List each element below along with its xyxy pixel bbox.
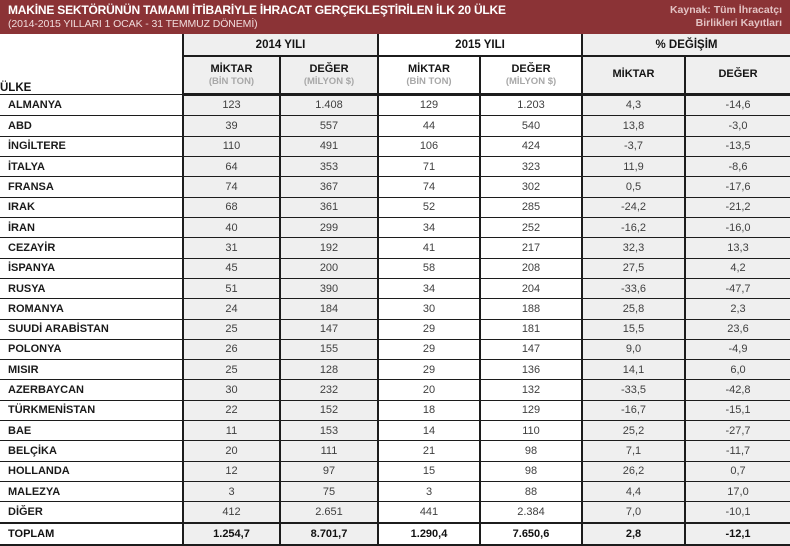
value-cell: -10,1 <box>685 502 790 523</box>
total-value-cell: 2,8 <box>582 523 685 545</box>
value-cell: 123 <box>183 94 280 116</box>
table-row <box>0 380 790 400</box>
country-cell: BAE <box>0 421 183 441</box>
value-cell: 12 <box>183 461 280 481</box>
value-cell: 18 <box>378 400 480 420</box>
value-cell: 25,8 <box>582 299 685 319</box>
table-row <box>0 482 790 502</box>
country-cell: İTALYA <box>0 157 183 177</box>
value-cell: 41 <box>378 238 480 258</box>
table-header <box>0 34 790 94</box>
value-cell: 208 <box>480 258 582 278</box>
value-cell: 129 <box>480 400 582 420</box>
value-cell: 31 <box>183 238 280 258</box>
value-cell: 252 <box>480 217 582 237</box>
value-cell: -21,2 <box>685 197 790 217</box>
export-stats-table <box>0 34 790 546</box>
country-cell: İNGİLTERE <box>0 136 183 156</box>
value-cell: 97 <box>280 461 378 481</box>
subheader-label: DEĞER <box>718 68 758 81</box>
total-label-cell: TOPLAM <box>0 523 183 545</box>
subheader-unit: (BİN TON) <box>208 75 255 87</box>
value-cell: 25 <box>183 319 280 339</box>
value-cell: 353 <box>280 157 378 177</box>
country-cell: DİĞER <box>0 502 183 523</box>
value-cell: 136 <box>480 360 582 380</box>
value-cell: -16,7 <box>582 400 685 420</box>
value-cell: 285 <box>480 197 582 217</box>
country-cell: FRANSA <box>0 177 183 197</box>
value-cell: 9,0 <box>582 339 685 359</box>
value-cell: 0,5 <box>582 177 685 197</box>
table-row <box>0 400 790 420</box>
value-cell: 111 <box>280 441 378 461</box>
total-row <box>0 523 790 545</box>
table-row <box>0 116 790 136</box>
value-cell: 2,3 <box>685 299 790 319</box>
column-header-2015-amount <box>378 56 480 94</box>
table-footer <box>0 523 790 545</box>
country-cell: IRAK <box>0 197 183 217</box>
value-cell: 74 <box>378 177 480 197</box>
country-cell: İSPANYA <box>0 258 183 278</box>
value-cell: 98 <box>480 441 582 461</box>
column-header-2014-amount <box>183 56 280 94</box>
value-cell: 192 <box>280 238 378 258</box>
country-cell: MALEZYA <box>0 482 183 502</box>
column-header-2014-value <box>280 56 378 94</box>
value-cell: 40 <box>183 217 280 237</box>
value-cell: 24 <box>183 299 280 319</box>
country-cell: BELÇİKA <box>0 441 183 461</box>
value-cell: 20 <box>378 380 480 400</box>
source-note-line1: Kaynak: Tüm İhracatçı <box>669 4 782 16</box>
value-cell: 128 <box>280 360 378 380</box>
table-row <box>0 157 790 177</box>
value-cell: 106 <box>378 136 480 156</box>
country-cell: ABD <box>0 116 183 136</box>
column-group-2014: 2014 YILI <box>183 34 378 56</box>
total-value-cell: -12,1 <box>685 523 790 545</box>
value-cell: 181 <box>480 319 582 339</box>
value-cell: 361 <box>280 197 378 217</box>
value-cell: 39 <box>183 116 280 136</box>
value-cell: 75 <box>280 482 378 502</box>
subheader-unit: (MİLYON $) <box>505 75 557 87</box>
value-cell: -47,7 <box>685 278 790 298</box>
value-cell: -3,7 <box>582 136 685 156</box>
column-group-2015: 2015 YILI <box>378 34 582 56</box>
value-cell: 110 <box>183 136 280 156</box>
value-cell: -17,6 <box>685 177 790 197</box>
value-cell: 2.651 <box>280 502 378 523</box>
table-body <box>0 94 790 523</box>
value-cell: 217 <box>480 238 582 258</box>
value-cell: -16,2 <box>582 217 685 237</box>
page-title: MAKİNE SEKTÖRÜNÜN TAMAMI İTİBARİYLE İHRACAT GERÇEKLEŞTİRİLEN İLK 20 ÜLKE <box>8 3 506 17</box>
value-cell: -8,6 <box>685 157 790 177</box>
value-cell: 34 <box>378 217 480 237</box>
country-cell: TÜRKMENİSTAN <box>0 400 183 420</box>
value-cell: 22 <box>183 400 280 420</box>
country-cell: AZERBAYCAN <box>0 380 183 400</box>
table-row <box>0 177 790 197</box>
value-cell: 23,6 <box>685 319 790 339</box>
value-cell: -15,1 <box>685 400 790 420</box>
table-row <box>0 258 790 278</box>
value-cell: 51 <box>183 278 280 298</box>
value-cell: 188 <box>480 299 582 319</box>
value-cell: -14,6 <box>685 94 790 116</box>
value-cell: 30 <box>183 380 280 400</box>
value-cell: 4,4 <box>582 482 685 502</box>
country-cell: RUSYA <box>0 278 183 298</box>
value-cell: 4,2 <box>685 258 790 278</box>
table-row <box>0 441 790 461</box>
table-row <box>0 136 790 156</box>
value-cell: 74 <box>183 177 280 197</box>
table-row <box>0 217 790 237</box>
value-cell: 27,5 <box>582 258 685 278</box>
value-cell: 34 <box>378 278 480 298</box>
value-cell: 25,2 <box>582 421 685 441</box>
value-cell: 68 <box>183 197 280 217</box>
source-note-line2: Birlikleri Kayıtları <box>695 17 782 29</box>
value-cell: 3 <box>378 482 480 502</box>
value-cell: 424 <box>480 136 582 156</box>
country-cell: ALMANYA <box>0 94 183 116</box>
value-cell: 15,5 <box>582 319 685 339</box>
value-cell: 204 <box>480 278 582 298</box>
value-cell: 132 <box>480 380 582 400</box>
value-cell: 323 <box>480 157 582 177</box>
value-cell: 32,3 <box>582 238 685 258</box>
value-cell: -16,0 <box>685 217 790 237</box>
value-cell: 540 <box>480 116 582 136</box>
subheader-label: MİKTAR <box>408 62 450 75</box>
value-cell: 13,8 <box>582 116 685 136</box>
table-row <box>0 94 790 116</box>
value-cell: -11,7 <box>685 441 790 461</box>
value-cell: 299 <box>280 217 378 237</box>
value-cell: -13,5 <box>685 136 790 156</box>
value-cell: 184 <box>280 299 378 319</box>
value-cell: 147 <box>480 339 582 359</box>
value-cell: 44 <box>378 116 480 136</box>
value-cell: 29 <box>378 319 480 339</box>
value-cell: 21 <box>378 441 480 461</box>
value-cell: 441 <box>378 502 480 523</box>
value-cell: 412 <box>183 502 280 523</box>
group-header-row <box>0 34 790 56</box>
value-cell: 26,2 <box>582 461 685 481</box>
value-cell: 30 <box>378 299 480 319</box>
value-cell: 11 <box>183 421 280 441</box>
value-cell: 13,3 <box>685 238 790 258</box>
value-cell: 557 <box>280 116 378 136</box>
value-cell: 6,0 <box>685 360 790 380</box>
value-cell: 0,7 <box>685 461 790 481</box>
subheader-label: DEĞER <box>309 62 349 75</box>
value-cell: -42,8 <box>685 380 790 400</box>
table-row <box>0 197 790 217</box>
value-cell: 11,9 <box>582 157 685 177</box>
value-cell: 147 <box>280 319 378 339</box>
value-cell: 64 <box>183 157 280 177</box>
value-cell: 7,0 <box>582 502 685 523</box>
column-header-2015-value <box>480 56 582 94</box>
total-value-cell: 1.290,4 <box>378 523 480 545</box>
value-cell: 110 <box>480 421 582 441</box>
value-cell: 17,0 <box>685 482 790 502</box>
value-cell: 14 <box>378 421 480 441</box>
value-cell: 1.408 <box>280 94 378 116</box>
value-cell: 29 <box>378 360 480 380</box>
total-value-cell: 1.254,7 <box>183 523 280 545</box>
value-cell: 88 <box>480 482 582 502</box>
value-cell: 491 <box>280 136 378 156</box>
country-cell: HOLLANDA <box>0 461 183 481</box>
source-note <box>670 3 782 30</box>
subheader-label: DEĞER <box>511 62 551 75</box>
country-cell: CEZAYİR <box>0 238 183 258</box>
value-cell: 152 <box>280 400 378 420</box>
column-group-change: % DEĞİŞİM <box>582 34 790 56</box>
value-cell: -33,5 <box>582 380 685 400</box>
country-cell: ROMANYA <box>0 299 183 319</box>
table-row <box>0 238 790 258</box>
column-header-country: ÜLKE <box>0 34 183 94</box>
table-row <box>0 360 790 380</box>
value-cell: -33,6 <box>582 278 685 298</box>
value-cell: 25 <box>183 360 280 380</box>
subheader-label: MİKTAR <box>612 68 655 81</box>
value-cell: 45 <box>183 258 280 278</box>
page-subtitle: (2014-2015 YILLARI 1 OCAK - 31 TEMMUZ DÖNEMİ) <box>8 18 258 30</box>
value-cell: 302 <box>480 177 582 197</box>
value-cell: -24,2 <box>582 197 685 217</box>
table-row <box>0 319 790 339</box>
country-cell: POLONYA <box>0 339 183 359</box>
value-cell: 367 <box>280 177 378 197</box>
value-cell: 52 <box>378 197 480 217</box>
value-cell: 20 <box>183 441 280 461</box>
column-header-change-value <box>685 56 790 94</box>
value-cell: 15 <box>378 461 480 481</box>
subheader-unit: (BİN TON) <box>406 75 452 87</box>
table-row <box>0 278 790 298</box>
country-cell: MISIR <box>0 360 183 380</box>
value-cell: 155 <box>280 339 378 359</box>
value-cell: 71 <box>378 157 480 177</box>
value-cell: 4,3 <box>582 94 685 116</box>
value-cell: 232 <box>280 380 378 400</box>
table-row <box>0 299 790 319</box>
value-cell: -3,0 <box>685 116 790 136</box>
value-cell: 26 <box>183 339 280 359</box>
value-cell: 3 <box>183 482 280 502</box>
value-cell: 153 <box>280 421 378 441</box>
total-value-cell: 7.650,6 <box>480 523 582 545</box>
table-row <box>0 461 790 481</box>
value-cell: 390 <box>280 278 378 298</box>
value-cell: 2.384 <box>480 502 582 523</box>
table-row <box>0 339 790 359</box>
value-cell: -4,9 <box>685 339 790 359</box>
value-cell: 7,1 <box>582 441 685 461</box>
table-row <box>0 421 790 441</box>
value-cell: -27,7 <box>685 421 790 441</box>
country-cell: SUUDİ ARABİSTAN <box>0 319 183 339</box>
banner-title-block <box>8 3 506 31</box>
value-cell: 29 <box>378 339 480 359</box>
total-value-cell: 8.701,7 <box>280 523 378 545</box>
value-cell: 1.203 <box>480 94 582 116</box>
subheader-label: MİKTAR <box>210 62 253 75</box>
value-cell: 98 <box>480 461 582 481</box>
value-cell: 14,1 <box>582 360 685 380</box>
subheader-unit: (MİLYON $) <box>303 75 355 87</box>
value-cell: 58 <box>378 258 480 278</box>
value-cell: 129 <box>378 94 480 116</box>
country-cell: İRAN <box>0 217 183 237</box>
value-cell: 200 <box>280 258 378 278</box>
column-header-change-amount <box>582 56 685 94</box>
table-row <box>0 502 790 523</box>
header-banner <box>0 0 790 34</box>
